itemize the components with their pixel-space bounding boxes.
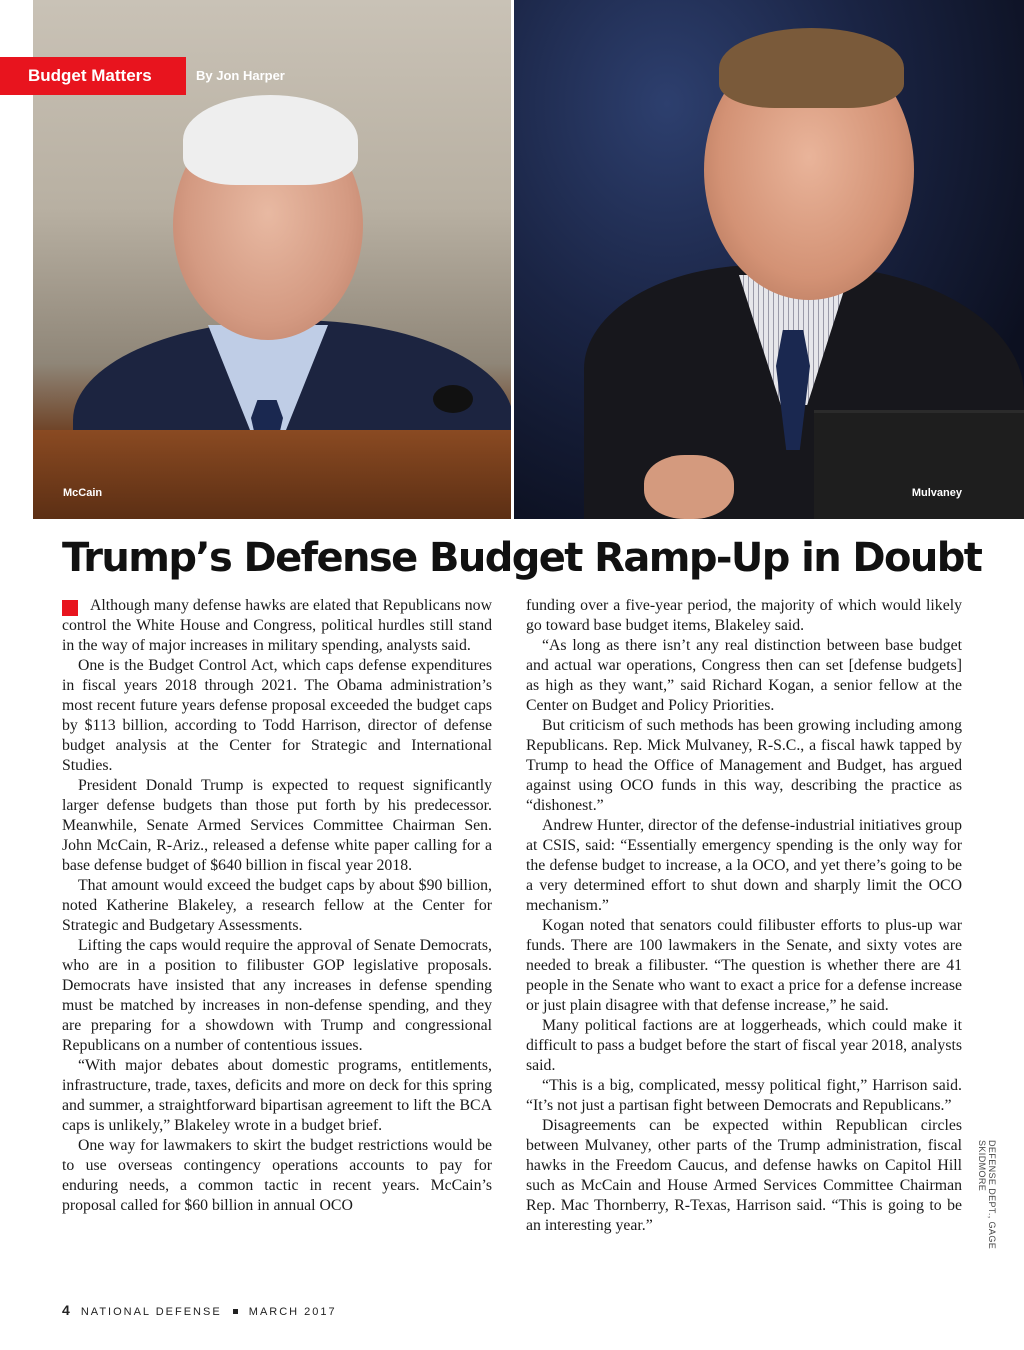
page-footer	[62, 1302, 337, 1318]
article-paragraph: “This is a big, complicated, messy political fight,” Harrison said. “It’s not just a partisan fight between Democrats and Republicans.”	[526, 1077, 962, 1114]
article-paragraph: One is the Budget Control Act, which caps defense expenditures in fiscal years 2018 through 2021. The Obama administration’s most recent future years defense proposal exceeded the budget caps by $113 billion, according to Todd Harrison, director of defense budget analysis at the Center for Strategic and International Studies.	[62, 657, 492, 774]
photo-caption-right: Mulvaney	[911, 487, 962, 499]
separator-square-icon	[233, 1309, 238, 1314]
byline: By Jon Harper	[196, 68, 285, 83]
photo-caption-left: McCain	[63, 487, 103, 499]
article-paragraph: Many political factions are at loggerheads, which could make it difficult to pass a budget before the start of fiscal year 2018, analysts said.	[526, 1017, 962, 1074]
article-paragraph: President Donald Trump is expected to request significantly larger defense budgets than those put forth by his predecessor. Meanwhile, Senate Armed Services Committee Chairman Sen. John McCain, R-Ariz., released a defense white paper calling for a base defense budget of $640 billion in fiscal year 2018.	[62, 777, 492, 874]
article-paragraph: Kogan noted that senators could filibuster efforts to plus-up war funds. There are 100 lawmakers in the Senate, and sixty votes are needed to break a filibuster. “The question is whether there are 41 people in the Senate who want to exact a price for a defense increase or just plain disagree with that defense increase,” he said.	[526, 917, 962, 1014]
microphone-icon	[433, 385, 473, 413]
photo-mulvaney	[514, 0, 1024, 519]
figure-hair	[183, 95, 358, 185]
article-paragraph: Disagreements can be expected within Republican circles between Mulvaney, other parts of the Trump administration, fiscal hawks in the Freedom Caucus, and defense hawks on Capitol Hill such as McCain and House Armed Services Committee Chairman Rep. Mac Thornberry, R-Texas, Harrison said. “This is going to be an interesting year.”	[526, 1117, 962, 1234]
article-column-2	[526, 596, 962, 1236]
article-paragraph: One way for lawmakers to skirt the budget restrictions would be to use overseas contingency operations accounts to pay for enduring needs, a common tactic in recent years. McCain’s proposal called for $60 billion in annual OCO	[62, 1137, 492, 1214]
publication-name: NATIONAL DEFENSE	[80, 1306, 222, 1318]
issue-date: MARCH 2017	[248, 1306, 337, 1318]
figure-hand	[644, 455, 734, 519]
article-headline: Trump’s Defense Budget Ramp-Up in Doubt	[62, 535, 982, 581]
figure-hair	[719, 28, 904, 108]
article-paragraph: Andrew Hunter, director of the defense-industrial initiatives group at CSIS, said: “Essentially emergency spending is the only way for the defense budget to increase, a la OCO, and yet there’s going to be a very determined effort to shut down and sharply limit the OCO mechanism.”	[526, 817, 962, 914]
article-column-1	[62, 596, 492, 1216]
figure-podium	[814, 410, 1024, 519]
article-paragraph: But criticism of such methods has been growing including among Republicans. Rep. Mick Mulvaney, R-S.C., a fiscal hawk tapped by Trump to head the Office of Management and Budget, has argued against using OCO funds in this way, describing the practice as “dishonest.”	[526, 717, 962, 814]
paragraph-text: Although many defense hawks are elated that Republicans now control the White House and Congress, political hurdles still stand in the way of major increases in military spending, analysts said.	[62, 597, 492, 654]
page-number: 4	[62, 1302, 70, 1318]
photo-credit: DEFENSE DEPT., GAGE SKIDMORE	[977, 1140, 997, 1250]
drop-cap-square-icon	[62, 600, 78, 616]
article-paragraph: That amount would exceed the budget caps by about $90 billion, noted Katherine Blakeley, a research fellow at the Center for Strategic and Budgetary Assessments.	[62, 877, 492, 934]
section-badge: Budget Matters	[0, 57, 186, 95]
article-paragraph: “With major debates about domestic programs, entitlements, infrastructure, trade, taxes, deficits and more on deck for this spring and summer, a straightforward bipartisan agreement to lift the BCA caps is unlikely,” Blakeley wrote in a budget brief.	[62, 1057, 492, 1134]
article-paragraph	[62, 596, 492, 656]
figure-desk	[33, 430, 511, 519]
article-paragraph: Lifting the caps would require the approval of Senate Democrats, who are in a position to filibuster GOP legislative proposals. Democrats have insisted that any increases in defense spending must be matched by increases in non-defense spending, and they are preparing for a showdown with Trump and congressional Republicans on a number of contentious issues.	[62, 937, 492, 1054]
article-paragraph: funding over a five-year period, the majority of which would likely go toward base budget items, Blakeley said.	[526, 597, 962, 634]
article-paragraph: “As long as there isn’t any real distinction between base budget and actual war operations, Congress then can set [defense budgets] as high as they want,” said Richard Kogan, a senior fellow at the Center on Budget and Policy Priorities.	[526, 637, 962, 714]
